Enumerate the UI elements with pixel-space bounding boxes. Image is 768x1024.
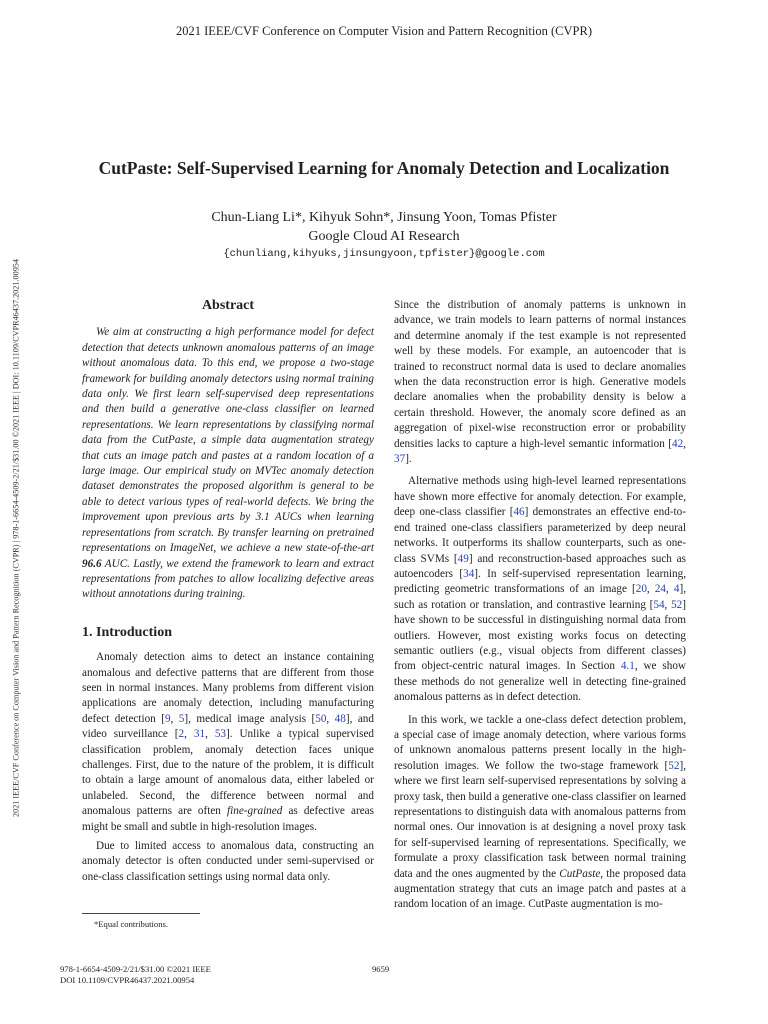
italic-text: CutPaste [559,867,601,880]
text: , [646,583,655,596]
footnote: *Equal contributions. [94,919,168,929]
author-block [0,208,768,246]
right-paragraph-2 [394,474,686,705]
email: {chunliang,kihyuks,jinsungyoon,tpfister}@google.com [223,248,545,260]
text: ] have shown to be successful in distinguishing normal data from outliers. However, most existing works focus on detecting semantic outliers (e.g., visual objects from different classes) from object-centric natural images. In Section [394,598,686,673]
citation-link[interactable]: 52 [668,759,680,772]
text: In this work, we tackle a one-class defect detection problem, a special case of image anomaly detection, where various forms of unknown anomalous patterns present locally in the high-resolution images. We follow the two-stage framework [ [394,713,686,772]
text: ] and reconstruction-based approaches such as autoencoders [ [394,552,686,580]
footer-doi: DOI 10.1109/CVPR46437.2021.00954 [60,975,195,985]
intro-heading: 1. Introduction [82,624,172,640]
text: , [664,598,672,611]
right-paragraph-1 [394,298,686,467]
text: ]. [405,453,412,466]
text: Alternative methods using high-level learned representations have shown more effective for anomaly detection. For example, deep one-class classifier [ [394,475,686,519]
abstract-bold: 96.6 [82,557,102,570]
text: , we show these methods do not generalize well in detecting fine-grained anomalous patterns as in defect detection. [394,660,686,704]
text: , [184,728,194,741]
citation-link[interactable]: 54 [653,598,665,611]
abstract-part: We aim at constructing a high performance model for defect detection that detects unknown anomalous patterns of an image without anomalous data. To this end, we propose a two-stage framework for building anomaly detectors using normal training data only. We first learn self-supervised deep representations and then build a generative one-class classifier on learned representations. We learn representations by classifying normal data from the CutPaste, a simple data augmentation strategy that cuts an image patch and pastes at a random location of a large image. Our empirical study on MVTec anomaly detection dataset demonstrates the proposed algorithm is general to be able to detect various types of real-world defects. We bring the improvement upon previous arts by 3.1 AUCs when learning representations from scratch. By transfer learning on pretrained representations on ImageNet, we achieve a new state-of-the-art [82,326,374,555]
citation-link[interactable]: 34 [463,567,475,580]
sidebar-doi-strip [6,158,26,918]
text: as defective areas might be small and subtle in high-resolution images. [82,805,374,833]
text: Anomaly detection aims to detect an instance containing anomalous and defective patterns that are different from those seen in normal instances. Many problems from different vision applications are anomaly detection, including manufacturing defect detection [ [82,651,374,725]
text: ] demonstrates an effective end-to-end trained one-class classifiers parameterized by deep neural networks. It outperforms its shallow counterparts, such as one-class SVMs [ [394,506,686,565]
paper-title: CutPaste: Self-Supervised Learning for Anomaly Detection and Localization [98,158,670,178]
section-link[interactable]: 4.1 [620,660,635,673]
text: , [326,712,335,725]
citation-link[interactable]: 2 [178,728,185,741]
text: Since the distribution of anomaly patterns is unknown in advance, we train models to learn patterns of normal instances and determine anomaly if the test example is not represented well by these models. For example, an autoencoder that is trained to reconstruct normal data is used to declare anomalies when the data reconstruction error is high. Generative models declare anomalies when the probability density is below a certain threshold. However, the anomaly score defined as an aggregation of pixel-wise reconstruction error or probability densities lacks to capture a high-level semantic information [ [394,299,686,450]
citation-link[interactable]: 46 [513,506,525,519]
abstract-part: AUC. Lastly, we extend the framework to learn and extract representations from patches to allow localizing defective areas without annotations during training. [82,557,374,601]
conference-header: 2021 IEEE/CVF Conference on Computer Vision and Pattern Recognition (CVPR) [176,24,592,38]
text: ], and video surveillance [ [82,712,374,741]
text: ]. Unlike a typical supervised classification problem, anomaly detection faces unique challenges. First, due to the nature of the problem, it is difficult to obtain a large amount of anomalous data, either labeled or unlabeled. Second, the difference between normal and anomalous patterns are often [82,728,375,818]
citation-link[interactable]: 4 [673,583,680,596]
text: , [666,583,674,596]
citation-link[interactable]: 42 [672,437,684,450]
citation-link[interactable]: 49 [457,552,469,565]
page-number: 9659 [372,964,390,974]
text: , the proposed data augmentation strategy that cuts an image patch and pastes at a random location of an image. CutPaste augmentation is mo- [394,867,686,911]
right-column [394,298,686,913]
text: ], such as rotation or translation, and contrastive learning [ [394,583,687,611]
text: , [205,728,215,741]
citation-link[interactable]: 37 [394,453,406,466]
footnote-rule [82,913,200,914]
footer-isbn: 978-1-6654-4509-2/21/$31.00 ©2021 IEEE [60,964,211,974]
abstract-heading: Abstract [201,298,255,313]
text: ], medical image analysis [ [184,712,316,725]
abstract-text [82,325,374,602]
text: , [683,437,686,450]
footer-info [60,964,211,986]
citation-link[interactable]: 31 [193,728,206,741]
affiliation: Google Cloud AI Research [308,229,460,244]
citation-link[interactable]: 52 [671,598,683,611]
text: , [170,712,179,725]
right-paragraph-3 [394,713,686,913]
citation-link[interactable]: 24 [654,583,666,596]
sidebar-text: 2021 IEEE/CVF Conference on Computer Vision and Pattern Recognition (CVPR) | 978-1-6654-4509-2/21/$31.00 ©2021 IEEE | DOI: 10.1109/CVPR46437.2021.00954 [11,259,21,817]
citation-link[interactable]: 50 [315,712,327,725]
text: ], where we first learn self-supervised representations by solving a proxy task, then build a generative one-class classifier on learned representations to distinguish data with anomalous patterns from normal ones. Our innovation is at designing a novel proxy task for self-supervised learning of representations. Specifically, we formulate a proxy classification task between normal training data and the ones augmented by the [394,759,687,880]
citation-link[interactable]: 48 [334,712,346,725]
citation-link[interactable]: 53 [214,728,226,741]
authors: Chun-Liang Li*, Kihyuk Sohn*, Jinsung Yoon, Tomas Pfister [211,210,557,225]
citation-link[interactable]: 5 [178,712,185,725]
left-column [82,298,374,885]
italic-text: fine-grained [227,805,283,818]
citation-link[interactable]: 9 [164,712,171,725]
citation-link[interactable]: 20 [635,583,647,596]
intro-paragraph-1 [82,650,374,835]
intro-paragraph-2: Due to limited access to anomalous data, constructing an anomaly detector is often conducted under semi-supervised or one-class classification settings using normal data only. [82,840,374,883]
text: ]. In self-supervised representation learning, predicting geometric transformations of an image [ [394,567,687,596]
